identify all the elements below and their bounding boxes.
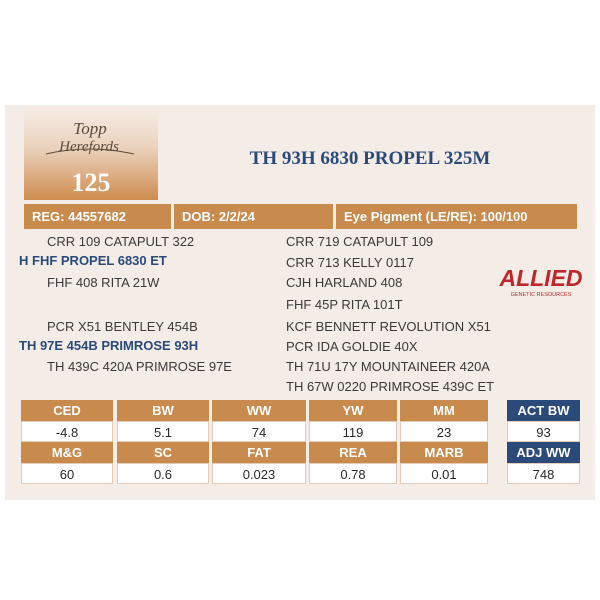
pedigree-dam: TH 97E 454B PRIMROSE 93H xyxy=(19,338,199,353)
epd-header-yw: YW xyxy=(309,400,397,421)
registration-number: REG: 44557682 xyxy=(24,204,171,229)
allied-genetic-resources-logo xyxy=(495,262,587,300)
epd-value-marb: 0.01 xyxy=(400,463,488,484)
epd-value-mm: 23 xyxy=(400,421,488,442)
adj-ww-label: ADJ WW xyxy=(507,442,580,463)
topp-herefords-logo xyxy=(34,114,144,162)
pedigree-ancestor: CRR 713 KELLY 0117 xyxy=(286,255,414,270)
epd-header-mg: M&G xyxy=(21,442,113,463)
animal-name: TH 93H 6830 PROPEL 325M xyxy=(249,148,491,169)
pedigree-ancestor: FHF 45P RITA 101T xyxy=(286,297,403,312)
epd-value-bw: 5.1 xyxy=(117,421,209,442)
epd-header-ww: WW xyxy=(212,400,306,421)
epd-header-rea: REA xyxy=(309,442,397,463)
epd-value-fat: 0.023 xyxy=(212,463,306,484)
eye-pigment: Eye Pigment (LE/RE): 100/100 xyxy=(336,204,577,229)
logo-line1: Topp xyxy=(73,119,107,138)
pedigree-ancestor: TH 71U 17Y MOUNTAINEER 420A xyxy=(286,359,490,374)
allied-logo-text: ALLIED xyxy=(499,265,583,291)
date-of-birth: DOB: 2/2/24 xyxy=(174,204,333,229)
epd-header-ced: CED xyxy=(21,400,113,421)
pedigree-ancestor: KCF BENNETT REVOLUTION X51 xyxy=(286,319,491,334)
pedigree-sire-dam: FHF 408 RITA 21W xyxy=(47,275,160,290)
epd-value-yw: 119 xyxy=(309,421,397,442)
adj-ww-value: 748 xyxy=(507,463,580,484)
allied-logo-subtext: GENETIC RESOURCES xyxy=(510,292,572,298)
epd-value-ced: -4.8 xyxy=(21,421,113,442)
pedigree-ancestor: CRR 719 CATAPULT 109 xyxy=(286,234,434,249)
pedigree-ancestor: TH 67W 0220 PRIMROSE 439C ET xyxy=(286,379,495,394)
epd-header-marb: MARB xyxy=(400,442,488,463)
pedigree-ancestor: CJH HARLAND 408 xyxy=(286,275,403,290)
epd-value-sc: 0.6 xyxy=(117,463,209,484)
pedigree-sire-sire: CRR 109 CATAPULT 322 xyxy=(47,234,195,249)
epd-header-sc: SC xyxy=(117,442,209,463)
epd-header-fat: FAT xyxy=(212,442,306,463)
lot-number: 125 xyxy=(71,168,111,197)
epd-header-bw: BW xyxy=(117,400,209,421)
pedigree-sire: H FHF PROPEL 6830 ET xyxy=(19,253,167,268)
act-bw-label: ACT BW xyxy=(507,400,580,421)
epd-value-rea: 0.78 xyxy=(309,463,397,484)
pedigree-dam-dam: TH 439C 420A PRIMROSE 97E xyxy=(47,359,232,374)
act-bw-value: 93 xyxy=(507,421,580,442)
pedigree-ancestor: PCR IDA GOLDIE 40X xyxy=(286,339,418,354)
epd-header-mm: MM xyxy=(400,400,488,421)
logo-line2: Herefords xyxy=(59,139,119,155)
epd-value-ww: 74 xyxy=(212,421,306,442)
epd-value-mg: 60 xyxy=(21,463,113,484)
pedigree-dam-sire: PCR X51 BENTLEY 454B xyxy=(47,319,198,334)
